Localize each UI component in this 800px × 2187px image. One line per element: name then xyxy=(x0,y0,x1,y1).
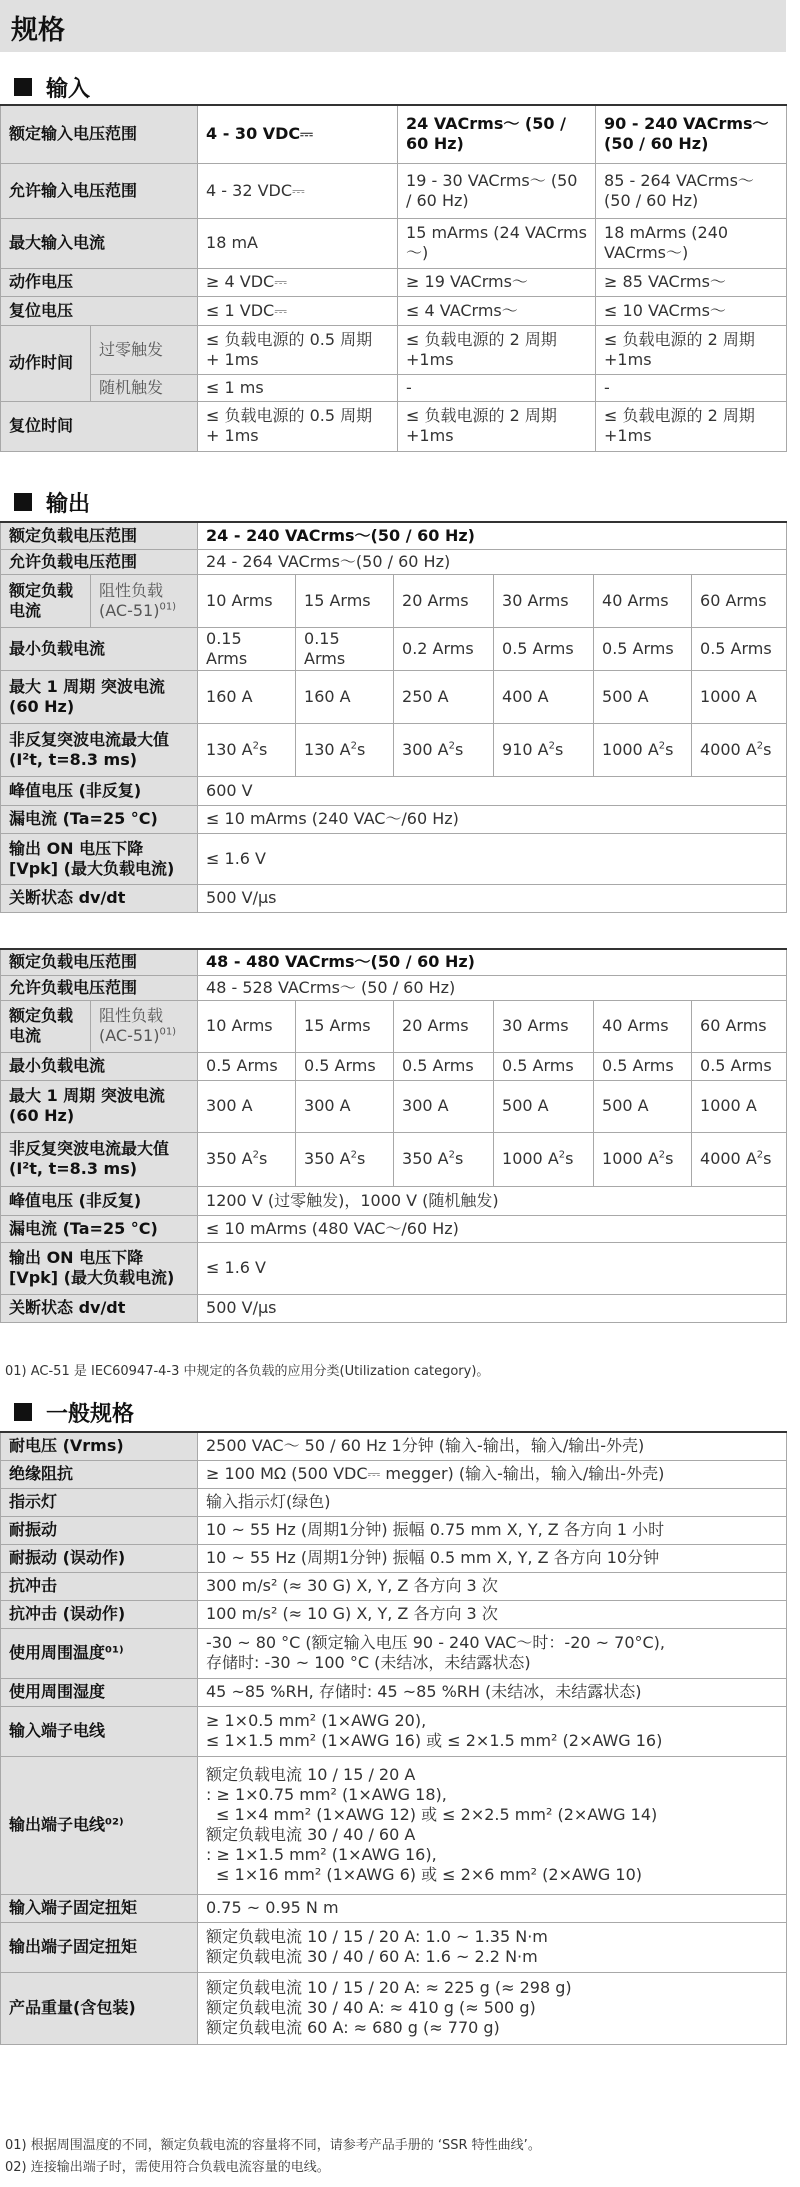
table-cell: ≤ 负载电源的 2 周期 +1ms xyxy=(596,325,787,374)
table-cell: 0.15 Arms xyxy=(198,627,296,670)
table-row xyxy=(1,1756,787,1894)
table-row xyxy=(1,374,787,401)
table-cell: 额定负载电流 xyxy=(1,574,91,627)
i2t-cell: 350 $A^2s$ xyxy=(198,1132,296,1186)
table-cell: 1000 A xyxy=(692,670,787,723)
table-cell: 0.15 Arms xyxy=(296,627,394,670)
table-cell: 峰值电压 (非反复) xyxy=(1,1186,198,1215)
spec-label: 输入端子固定扭矩 xyxy=(1,1894,198,1922)
table-cell: ≤ 10 mArms (240 VAC～/60 Hz) xyxy=(198,805,787,833)
table-cell: 500 V/µs xyxy=(198,1294,787,1322)
table-cell: 10 Arms xyxy=(198,574,296,627)
table-cell: ≤ 10 mArms (480 VAC～/60 Hz) xyxy=(198,1215,787,1242)
table-cell: 15 Arms xyxy=(296,574,394,627)
page-title: 规格 xyxy=(11,15,65,46)
table-cell: ≥ 85 VACrms～ xyxy=(596,268,787,296)
spec-label: 输入端子电线 xyxy=(1,1706,198,1756)
table-cell: 30 Arms xyxy=(494,1000,594,1052)
spec-value: -30 ~ 80 °C (额定输入电压 90 - 240 VAC～时：-20 ~ 70°C), 存储时: -30 ~ 100 °C (未结冰，未结露状态) xyxy=(198,1628,787,1678)
table-cell: 动作时间 xyxy=(1,325,91,401)
table-cell: 0.5 Arms xyxy=(394,1052,494,1080)
spec-label: 输出端子固定扭矩 xyxy=(1,1922,198,1972)
table-row xyxy=(1,1706,787,1756)
table-cell: 48 - 480 VACrms～(50 / 60 Hz) xyxy=(198,949,787,975)
footnote-02: 02) 连接输出端子时，需使用符合负载电流容量的电线。 xyxy=(5,2160,330,2175)
table-cell: 最大 1 周期 突波电流 (60 Hz) xyxy=(1,1080,198,1132)
table-cell: ≤ 负载电源的 2 周期 +1ms xyxy=(398,325,596,374)
table-cell: 500 A xyxy=(494,1080,594,1132)
i2t-cell: 1000 $A^2s$ xyxy=(494,1132,594,1186)
input-spec-table xyxy=(0,104,787,452)
i2t-cell: 910 $A^2s$ xyxy=(494,723,594,776)
table-cell: 1000 A xyxy=(692,1080,787,1132)
spec-value: 100 m/s² (≈ 10 G) X, Y, Z 各方向 3 次 xyxy=(198,1600,787,1628)
table-cell: 峰值电压 (非反复) xyxy=(1,776,198,805)
table-cell: 400 A xyxy=(494,670,594,723)
spec-value: ≥ 100 MΩ (500 VDC⎓ megger) (输入-输出，输入/输出-外壳) xyxy=(198,1460,787,1488)
table-cell: 20 Arms xyxy=(394,574,494,627)
table-cell: 阻性负载 $(AC-51)^{01)}$ xyxy=(91,574,198,627)
table-cell: 160 A xyxy=(296,670,394,723)
table-row xyxy=(1,296,787,325)
spec-value: 0.75 ~ 0.95 N m xyxy=(198,1894,787,1922)
spec-label: 使用周围湿度 xyxy=(1,1678,198,1706)
table-cell: - xyxy=(596,374,787,401)
table-cell: 允许负载电压范围 xyxy=(1,975,198,1000)
spec-value: 输入指示灯(绿色) xyxy=(198,1488,787,1516)
table-cell: 19 - 30 VACrms～ (50 / 60 Hz) xyxy=(398,163,596,218)
table-cell: 24 - 240 VACrms～(50 / 60 Hz) xyxy=(198,522,787,549)
table-cell: 关断状态 dv/dt xyxy=(1,1294,198,1322)
table-cell: 允许负载电压范围 xyxy=(1,549,198,574)
table-cell: 漏电流 (Ta=25 °C) xyxy=(1,1215,198,1242)
table-cell: 15 Arms xyxy=(296,1000,394,1052)
table-cell: ≤ 负载电源的 2 周期 +1ms xyxy=(398,401,596,451)
table-cell: 300 A xyxy=(296,1080,394,1132)
section-input-heading: 输入 xyxy=(14,70,90,104)
spec-value: 10 ~ 55 Hz (周期1分钟) 振幅 0.5 mm X, Y, Z 各方向 10分钟 xyxy=(198,1544,787,1572)
table-row xyxy=(1,1922,787,1972)
table-cell: 输出 ON 电压下降 [Vpk] (最大负载电流) xyxy=(1,833,198,884)
spec-value: 额定负载电流 10 / 15 / 20 A : ≥ 1×0.75 mm² (1×AWG 18), ≤ 1×4 mm² (1×AWG 12) 或 ≤ 2×2.5 mm² (2×AWG 14) 额定负载电流 30 / 40 / 60 A : ≥ 1×1.5 mm² (1×AWG 16), ≤ 1×16 mm² (1×AWG 6) 或 ≤ 2×6 mm² (2×AWG 10) xyxy=(198,1756,787,1894)
table-row xyxy=(1,105,787,163)
table-cell: 600 V xyxy=(198,776,787,805)
table-cell: 300 A xyxy=(198,1080,296,1132)
table-cell: 0.2 Arms xyxy=(394,627,494,670)
i2t-cell: 1000 $A^2s$ xyxy=(594,1132,692,1186)
table-cell: 输出 ON 电压下降 [Vpk] (最大负载电流) xyxy=(1,1242,198,1294)
output-spec-table-480v xyxy=(0,948,787,1323)
table-row xyxy=(1,163,787,218)
spec-value: ≥ 1×0.5 mm² (1×AWG 20), ≤ 1×1.5 mm² (1×AWG 16) 或 ≤ 2×1.5 mm² (2×AWG 16) xyxy=(198,1706,787,1756)
spec-label: 耐电压 (Vrms) xyxy=(1,1432,198,1460)
spec-value: 10 ~ 55 Hz (周期1分钟) 振幅 0.75 mm X, Y, Z 各方向 1 小时 xyxy=(198,1516,787,1544)
page-title-bar xyxy=(0,0,786,52)
table-cell: 0.5 Arms xyxy=(494,1052,594,1080)
table-cell: 300 A xyxy=(394,1080,494,1132)
table-cell: 额定负载电压范围 xyxy=(1,949,198,975)
table-cell: 10 Arms xyxy=(198,1000,296,1052)
spec-label: 绝缘阻抗 xyxy=(1,1460,198,1488)
table-cell: 复位电压 xyxy=(1,296,198,325)
table-row xyxy=(1,401,787,451)
table-cell: 最大 1 周期 突波电流 (60 Hz) xyxy=(1,670,198,723)
table-row xyxy=(1,1972,787,2044)
spec-label: 耐振动 (误动作) xyxy=(1,1544,198,1572)
table-cell: 500 V/µs xyxy=(198,884,787,912)
square-bullet-icon xyxy=(14,78,32,96)
output-spec-table-240v xyxy=(0,521,787,913)
spec-value: 额定负载电流 10 / 15 / 20 A: 1.0 ~ 1.35 N·m 额定负载电流 30 / 40 / 60 A: 1.6 ~ 2.2 N·m xyxy=(198,1922,787,1972)
spec-label: 抗冲击 (误动作) xyxy=(1,1600,198,1628)
table-cell: 0.5 Arms xyxy=(594,627,692,670)
table-cell: 非反复突波电流最大值 (I²t, t=8.3 ms) xyxy=(1,723,198,776)
section-general-heading: 一般规格 xyxy=(14,1395,134,1429)
table-cell: 0.5 Arms xyxy=(692,627,787,670)
square-bullet-icon xyxy=(14,493,32,511)
table-cell: 0.5 Arms xyxy=(296,1052,394,1080)
spec-label: 抗冲击 xyxy=(1,1572,198,1600)
table-cell: 动作电压 xyxy=(1,268,198,296)
table-row xyxy=(1,1572,787,1600)
table-row xyxy=(1,1678,787,1706)
table-cell: 40 Arms xyxy=(594,1000,692,1052)
table-cell: 18 mA xyxy=(198,218,398,268)
table-cell: 48 - 528 VACrms～ (50 / 60 Hz) xyxy=(198,975,787,1000)
table-cell: 0.5 Arms xyxy=(692,1052,787,1080)
table-cell: ≤ 负载电源的 0.5 周期 + 1ms xyxy=(198,325,398,374)
spec-label: 输出端子电线⁰²⁾ xyxy=(1,1756,198,1894)
table-cell: 额定输入电压范围 xyxy=(1,105,198,163)
section-output-heading: 输出 xyxy=(14,485,90,519)
table-cell: 40 Arms xyxy=(594,574,692,627)
table-cell: 最小负载电流 xyxy=(1,627,198,670)
footnote-ac51: 01) AC-51 是 IEC60947-4-3 中规定的各负载的应用分类(Utilization category)。 xyxy=(5,1364,490,1379)
spec-label: 耐振动 xyxy=(1,1516,198,1544)
table-cell: ≤ 1 VDC⎓ xyxy=(198,296,398,325)
i2t-cell: 300 $A^2s$ xyxy=(394,723,494,776)
table-cell: ≤ 负载电源的 2 周期 +1ms xyxy=(596,401,787,451)
table-cell: 250 A xyxy=(394,670,494,723)
spec-label: 使用周围温度⁰¹⁾ xyxy=(1,1628,198,1678)
spec-label: 指示灯 xyxy=(1,1488,198,1516)
table-cell: 18 mArms (240 VACrms～) xyxy=(596,218,787,268)
spec-value: 300 m/s² (≈ 30 G) X, Y, Z 各方向 3 次 xyxy=(198,1572,787,1600)
table-cell: 0.5 Arms xyxy=(198,1052,296,1080)
square-bullet-icon xyxy=(14,1403,32,1421)
table-cell: 20 Arms xyxy=(394,1000,494,1052)
table-cell: 500 A xyxy=(594,670,692,723)
table-cell: 24 VACrms～ (50 / 60 Hz) xyxy=(398,105,596,163)
spec-label: 产品重量(含包装) xyxy=(1,1972,198,2044)
table-cell: 90 - 240 VACrms～ (50 / 60 Hz) xyxy=(596,105,787,163)
table-cell: 随机触发 xyxy=(91,374,198,401)
table-cell: 4 - 30 VDC⎓ xyxy=(198,105,398,163)
table-cell: 500 A xyxy=(594,1080,692,1132)
table-row xyxy=(1,1600,787,1628)
table-row xyxy=(1,1516,787,1544)
table-cell: 160 A xyxy=(198,670,296,723)
table-row xyxy=(1,1460,787,1488)
i2t-cell: 1000 $A^2s$ xyxy=(594,723,692,776)
i2t-cell: 130 $A^2s$ xyxy=(198,723,296,776)
table-cell: ≤ 1.6 V xyxy=(198,1242,787,1294)
table-cell: ≤ 10 VACrms～ xyxy=(596,296,787,325)
spec-value: 2500 VAC～ 50 / 60 Hz 1分钟 (输入-输出，输入/输出-外壳) xyxy=(198,1432,787,1460)
table-cell: 额定负载电流 xyxy=(1,1000,91,1052)
table-cell: 复位时间 xyxy=(1,401,198,451)
i2t-cell: 4000 $A^2s$ xyxy=(692,723,787,776)
general-spec-table xyxy=(0,1431,787,2045)
table-cell: 60 Arms xyxy=(692,574,787,627)
i2t-cell: 350 $A^2s$ xyxy=(296,1132,394,1186)
table-cell: ≤ 1.6 V xyxy=(198,833,787,884)
table-cell: 24 - 264 VACrms～(50 / 60 Hz) xyxy=(198,549,787,574)
table-row xyxy=(1,1544,787,1572)
table-cell: 关断状态 dv/dt xyxy=(1,884,198,912)
i2t-cell: 350 $A^2s$ xyxy=(394,1132,494,1186)
table-row xyxy=(1,218,787,268)
table-cell: ≤ 1 ms xyxy=(198,374,398,401)
table-cell: 非反复突波电流最大值 (I²t, t=8.3 ms) xyxy=(1,1132,198,1186)
table-cell: 60 Arms xyxy=(692,1000,787,1052)
table-row xyxy=(1,1432,787,1460)
table-cell: ≤ 4 VACrms～ xyxy=(398,296,596,325)
table-cell: ≤ 负载电源的 0.5 周期 + 1ms xyxy=(198,401,398,451)
table-cell: 15 mArms (24 VACrms～) xyxy=(398,218,596,268)
table-row xyxy=(1,268,787,296)
table-cell: 漏电流 (Ta=25 °C) xyxy=(1,805,198,833)
footnote-01: 01) 根据周围温度的不同，额定负载电流的容量将不同，请参考产品手册的 ‘SSR 特性曲线’。 xyxy=(5,2138,541,2153)
table-cell: ≥ 4 VDC⎓ xyxy=(198,268,398,296)
table-cell: ≥ 19 VACrms～ xyxy=(398,268,596,296)
table-cell: 额定负载电压范围 xyxy=(1,522,198,549)
table-cell: 最小负载电流 xyxy=(1,1052,198,1080)
table-cell: 阻性负载 $(AC-51)^{01)}$ xyxy=(91,1000,198,1052)
i2t-cell: 4000 $A^2s$ xyxy=(692,1132,787,1186)
table-row xyxy=(1,1628,787,1678)
table-cell: 4 - 32 VDC⎓ xyxy=(198,163,398,218)
spec-value: 45 ~85 %RH, 存储时: 45 ~85 %RH (未结冰，未结露状态) xyxy=(198,1678,787,1706)
table-cell: 85 - 264 VACrms～ (50 / 60 Hz) xyxy=(596,163,787,218)
table-row xyxy=(1,1894,787,1922)
table-cell: 0.5 Arms xyxy=(594,1052,692,1080)
table-cell: 最大输入电流 xyxy=(1,218,198,268)
table-cell: 允许输入电压范围 xyxy=(1,163,198,218)
table-cell: 0.5 Arms xyxy=(494,627,594,670)
table-cell: 30 Arms xyxy=(494,574,594,627)
i2t-cell: 130 $A^2s$ xyxy=(296,723,394,776)
table-row xyxy=(1,1488,787,1516)
table-row xyxy=(1,325,787,374)
spec-value: 额定负载电流 10 / 15 / 20 A: ≈ 225 g (≈ 298 g) 额定负载电流 30 / 40 A: ≈ 410 g (≈ 500 g) 额定负载电流 60 A: ≈ 680 g (≈ 770 g) xyxy=(198,1972,787,2044)
table-cell: 1200 V (过零触发)，1000 V (随机触发) xyxy=(198,1186,787,1215)
table-cell: - xyxy=(398,374,596,401)
table-cell: 过零触发 xyxy=(91,325,198,374)
